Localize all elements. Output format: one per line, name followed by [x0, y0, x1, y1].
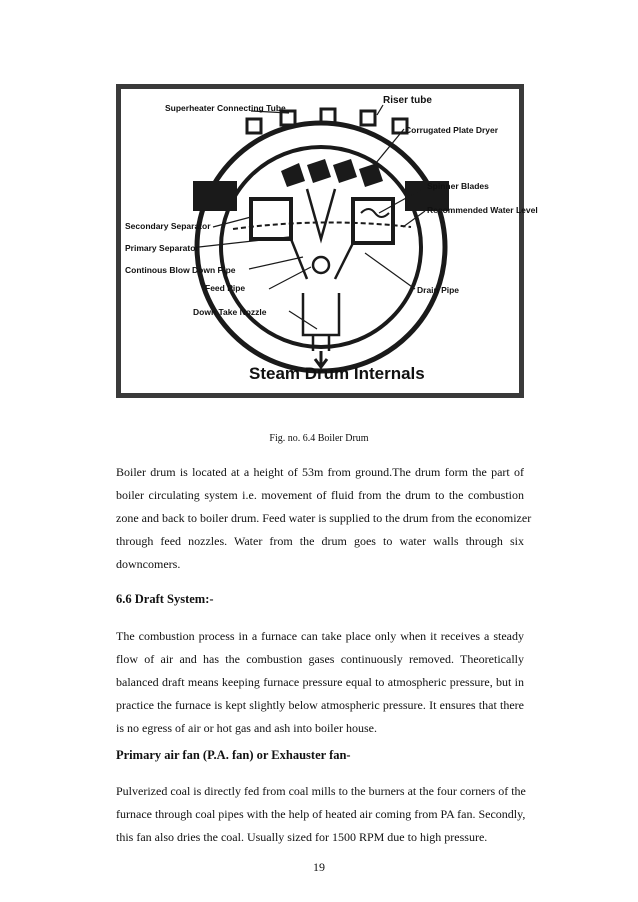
text-line: downcomers.	[116, 557, 181, 571]
water-level-line	[233, 222, 411, 229]
text-line: zone and back to boiler drum. Feed water is supplied to the drum from the economizer	[116, 511, 532, 525]
label-drain-pipe: Drain Pipe	[417, 285, 460, 295]
steam-drum-diagram	[121, 89, 538, 393]
page-number: 19	[313, 860, 325, 874]
corrugated-plate-dryer	[281, 159, 383, 187]
text-line: The combustion process in a furnace can take place only when it receives a steady	[116, 629, 524, 643]
text-line: is no egress of air or hot gas and ash into boiler house.	[116, 721, 377, 735]
label-feed-pipe: Feed Pipe	[205, 283, 246, 293]
paragraph-primary-air-fan	[116, 780, 524, 849]
section-heading-primary-air-fan: Primary air fan (P.A. fan) or Exhauster fan-	[116, 748, 351, 762]
label-dryer: Corrugated Plate Dryer	[405, 125, 499, 135]
paragraph-draft-system	[116, 625, 524, 740]
section-heading-draft-system: 6.6 Draft System:-	[116, 592, 214, 606]
steam-drum-figure	[116, 84, 538, 398]
internal-pipes	[291, 189, 353, 279]
secondary-separator-right	[353, 199, 393, 243]
label-riser: Riser tube	[383, 95, 432, 106]
paragraph-boiler-drum	[116, 461, 532, 576]
label-spinner: Spinner Blades	[427, 181, 489, 191]
label-blowdown: Continous Blow Down Pipe	[125, 265, 236, 275]
label-downtake: Down Take Nozzle	[193, 307, 267, 317]
text-line: Pulverized coal is directly fed from coal mills to the burners at the four corners of the	[116, 784, 526, 798]
text-line: through feed nozzles. Water from the drum goes to water walls through six	[116, 534, 524, 548]
text-line: furnace through coal pipes with the help of heated air coming from PA fan. Secondly,	[116, 807, 526, 821]
label-water-level: Recommended Water Level	[427, 205, 538, 215]
text-line: practice the furnace is kept slightly below atmospheric pressure. It ensures that there	[116, 698, 524, 712]
text-line: boiler circulating system i.e. movement of fluid from the drum to the combustion	[116, 488, 524, 502]
secondary-separator-left	[251, 199, 291, 239]
down-take-nozzle	[303, 293, 339, 351]
figure-caption: Fig. no. 6.4 Boiler Drum	[269, 433, 369, 444]
text-line: Boiler drum is located at a height of 53m from ground.The drum form the part of	[116, 465, 524, 479]
text-line: this fan also dries the coal. Usually sized for 1500 RPM due to high pressure.	[116, 830, 488, 844]
shell-left-block	[193, 181, 237, 211]
text-line: balanced draft means keeping furnace pressure equal to atmospheric pressure, but in	[116, 675, 524, 689]
text-line: flow of air and has the combustion gases continuously removed. Theoretically	[116, 652, 524, 666]
label-primary-separator: Primary Separator	[125, 243, 199, 253]
label-superheater: Superheater Connecting Tube	[165, 103, 286, 113]
figure-title: Steam Drum Internals	[249, 364, 425, 383]
label-secondary-separator: Secondary Separator	[125, 221, 211, 231]
